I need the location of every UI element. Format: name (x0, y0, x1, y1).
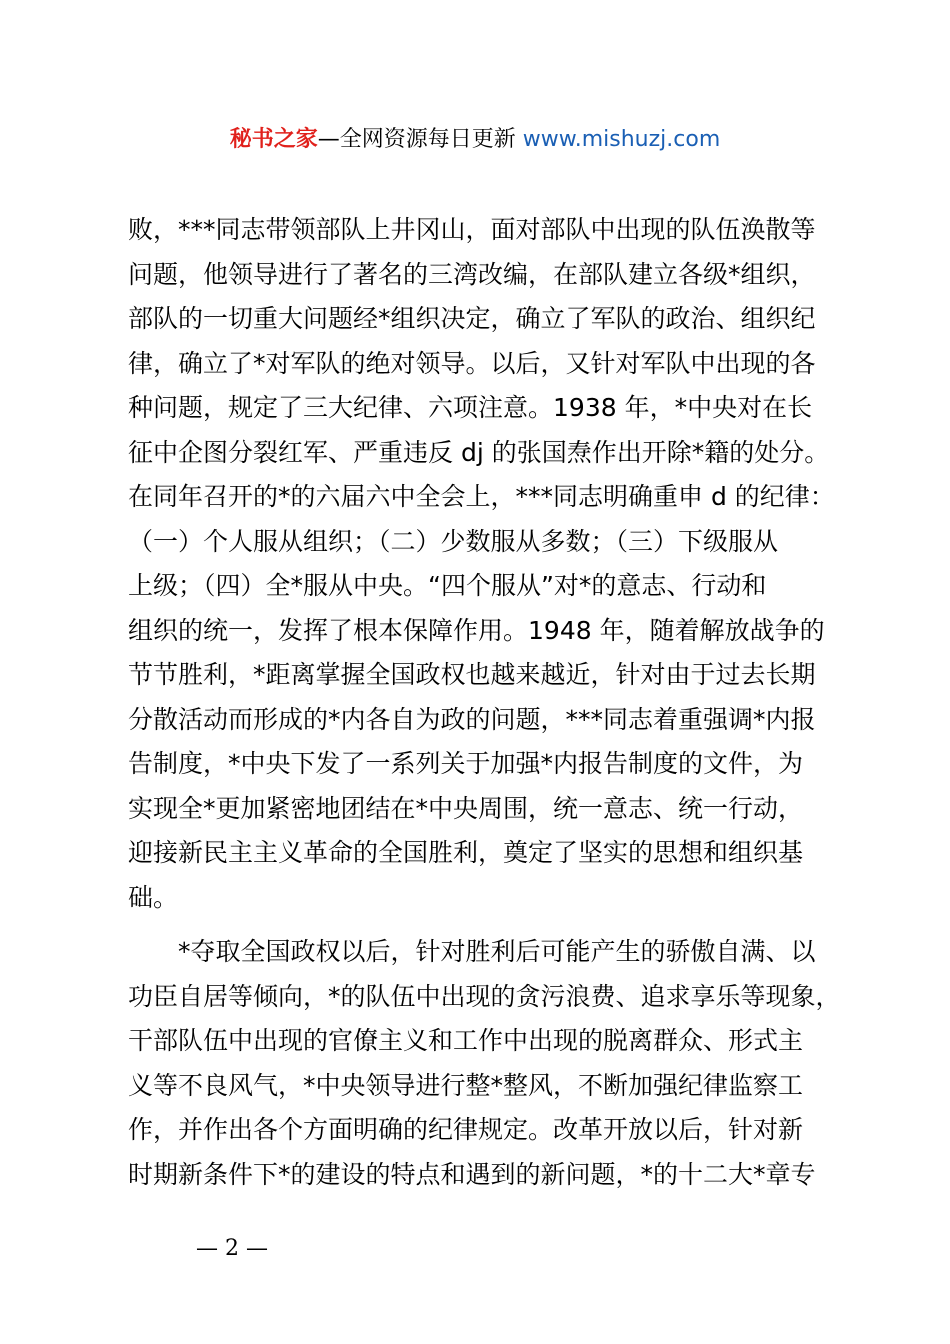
site-url[interactable]: www.mishuzj.com (522, 127, 721, 152)
text-line: 时期新条件下*的建设的特点和遇到的新问题，*的十二大*章专 (128, 1159, 816, 1189)
site-header (0, 124, 950, 156)
text-line: 分散活动而形成的*内各自为政的问题，***同志着重强调*内报 (128, 704, 816, 734)
text-line: 干部队伍中出现的官僚主义和工作中出现的脱离群众、形式主 (128, 1026, 804, 1055)
paragraph-1 (128, 208, 848, 920)
text-line: 败，***同志带领部队上井冈山，面对部队中出现的队伍涣散等 (128, 215, 816, 244)
text-line: 种问题，规定了三大纪律、六项注意。1938 年，*中央对在长 (128, 393, 813, 422)
paragraph-gap (128, 920, 848, 930)
text-line: 问题，他领导进行了著名的三湾改编，在部队建立各级*组织， (128, 259, 816, 289)
text-line: 上级；（四）全*服从中央。“四个服从”对*的意志、行动和 (128, 571, 767, 600)
text-line: 作，并作出各个方面明确的纪律规定。改革开放以后，针对新 (128, 1115, 804, 1144)
text-line: 节节胜利，*距离掌握全国政权也越来越近，针对由于过去长期 (128, 660, 816, 689)
text-line: 告制度，*中央下发了一系列关于加强*内报告制度的文件，为 (128, 749, 804, 778)
paragraph-2 (128, 930, 848, 1197)
site-slogan: —全网资源每日更新 (317, 127, 516, 152)
text-line: 义等不良风气，*中央领导进行整*整风，不断加强纪律监察工 (128, 1070, 804, 1100)
text-line: *夺取全国政权以后，针对胜利后可能产生的骄傲自满、以 (178, 937, 816, 966)
text-line: 迎接新民主主义革命的全国胜利，奠定了坚实的思想和组织基 (128, 838, 804, 867)
text-line: 在同年召开的*的六届六中全会上，***同志明确重申 d 的纪律： (128, 482, 835, 511)
page-number: — 2 — (196, 1236, 268, 1261)
text-line: 征中企图分裂红军、严重违反 dj 的张国焘作出开除*籍的处分。 (128, 437, 830, 467)
text-line: 部队的一切重大问题经*组织决定，确立了军队的政治、组织纪 (128, 304, 816, 333)
text-line: 组织的统一，发挥了根本保障作用。1948 年，随着解放战争的 (128, 615, 825, 645)
text-line: 础。 (128, 882, 179, 912)
text-line: 实现全*更加紧密地团结在*中央周围，统一意志、统一行动， (128, 793, 804, 823)
site-brand: 秘书之家 (229, 127, 318, 152)
text-line: 功臣自居等倾向，*的队伍中出现的贪污浪费、追求享乐等现象， (128, 981, 841, 1011)
text-line: （一）个人服从组织；（二）少数服从多数；（三）下级服从 (128, 526, 779, 556)
document-body (128, 208, 848, 1197)
text-line: 律，确立了*对军队的绝对领导。以后，又针对军队中出现的各 (128, 348, 816, 378)
